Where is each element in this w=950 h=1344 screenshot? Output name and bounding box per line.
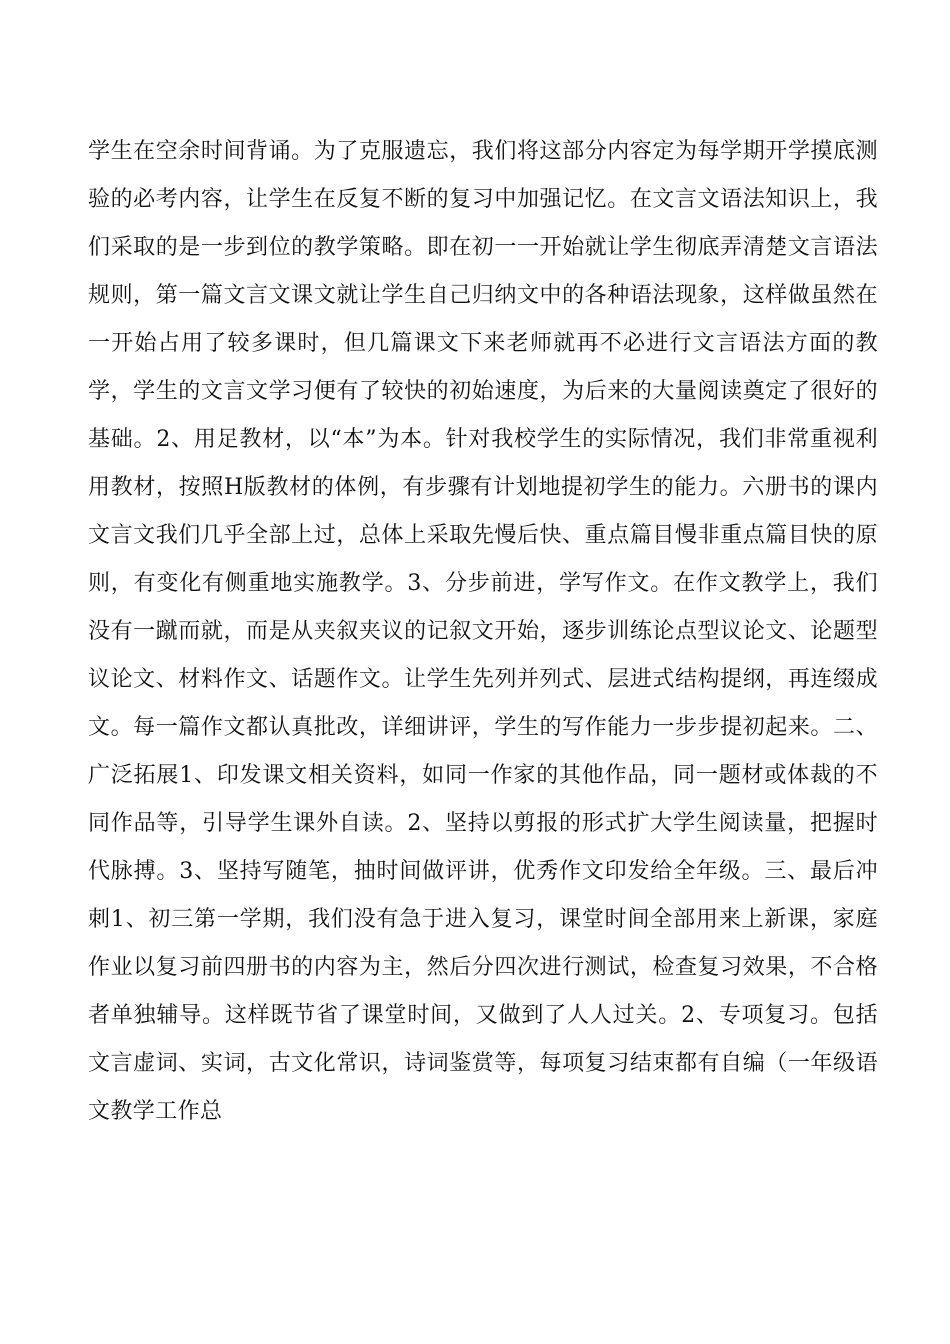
body-paragraph: 学生在空余时间背诵。为了克服遗忘，我们将这部分内容定为每学期开学摸底测验的必考内容，让学生在反复不断的复习中加强记忆。在文言文语法知识上，我们采取的是一步到位的教学策略。即在初一一开始就让学生彻底弄清楚文言语法规则，第一篇文言文课文就让学生自己归纳文中的各种语法现象，这样做虽然在一开始占用了较多课时，但几篇课文下来老师就再不必进行文言语法方面的教学，学生的文言文学习便有了较快的初始速度，为后来的大量阅读奠定了很好的基础。2、用足教材，以“本”为本。针对我校学生的实际情况，我们非常重视利用教材，按照H版教材的体例，有步骤有计划地提初学生的能力。六册书的课内文言文我们几乎全部上过，总体上采取先慢后快、重点篇目慢非重点篇目快的原则，有变化有侧重地实施教学。3、分步前进，学写作文。在作文教学上，我们没有一蹴而就，而是从夹叙夹议的记叙文开始，逐步训练论点型议论文、论题型议论文、材料作文、话题作文。让学生先列并列式、层进式结构提纲，再连缀成文。每一篇作文都认真批改，详细讲评，学生的写作能力一步步提初起来。二、广泛拓展1、印发课文相关资料，如同一作家的其他作品，同一题材或体裁的不同作品等，引导学生课外自读。2、坚持以剪报的形式扩大学生阅读量，把握时代脉搏。3、坚持写随笔，抽时间做评讲，优秀作文印发给全年级。三、最后冲刺1、初三第一学期，我们没有急于进入复习，课堂时间全部用来上新课，家庭作业以复习前四册书的内容为主，然后分四次进行测试，检查复习效果，不合格者单独辅导。这样既节省了课堂时间，又做到了人人过关。2、专项复习。包括文言虚词、实词，古文化常识，诗词鉴赏等，每项复习结束都有自编（一年级语文教学工作总 bbox=[88, 139, 878, 1124]
